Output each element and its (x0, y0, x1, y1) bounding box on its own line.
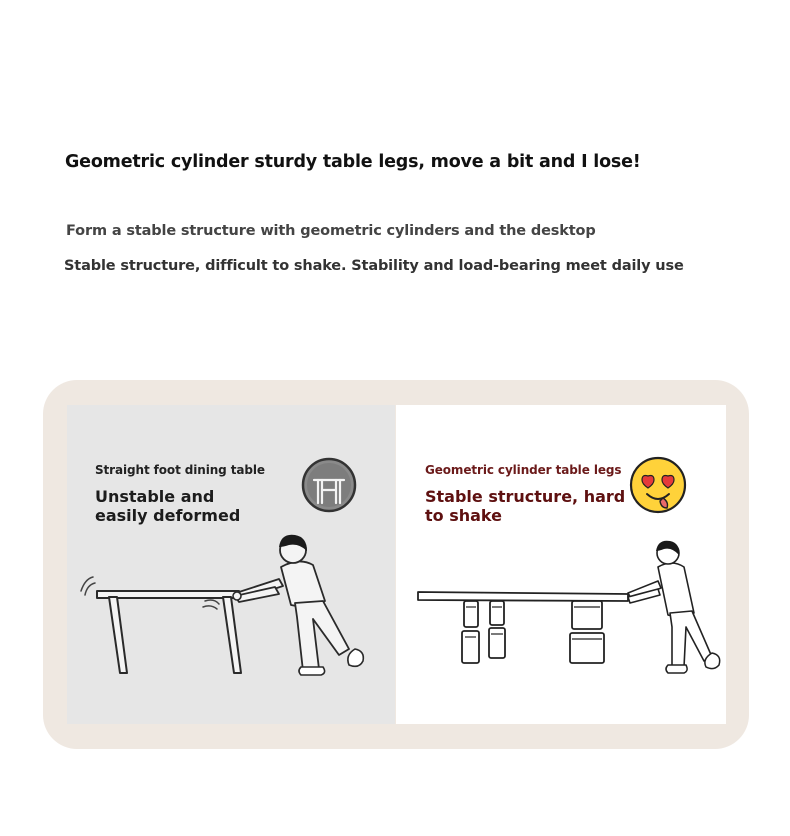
subtitle-stability: Stable structure, difficult to shake. Stability and load-bearing meet daily use (64, 258, 684, 274)
person-pushing-left (233, 535, 363, 675)
straight-foot-panel (67, 405, 395, 724)
geometric-cylinder-claim-line-2: to shake (425, 506, 502, 525)
straight-foot-tag: Straight foot dining table (95, 463, 265, 477)
cylinder-leg-2-lower (489, 628, 505, 658)
cylinder-leg-2-upper (490, 601, 504, 625)
straight-foot-claim-line-1: Unstable and (95, 487, 215, 506)
cylinder-leg-1-upper (464, 601, 478, 627)
person-pushing-right (628, 541, 720, 673)
cylinder-leg-3-upper (572, 601, 602, 629)
table-leg-left (109, 597, 127, 673)
stable-table-scene (396, 405, 726, 724)
cylinder-leg-1-lower (462, 631, 479, 663)
geometric-cylinder-panel (396, 405, 726, 724)
table-leg-right (223, 597, 241, 673)
subtitle-structure: Form a stable structure with geometric cylinders and the desktop (66, 223, 596, 239)
cylinder-table-top (418, 592, 628, 601)
table-top (97, 591, 239, 598)
wobbly-table-scene (67, 405, 395, 724)
geometric-cylinder-claim-line-1: Stable structure, hard (425, 487, 626, 506)
geometric-cylinder-tag: Geometric cylinder table legs (425, 463, 622, 477)
cylinder-leg-3-lower (570, 633, 604, 663)
page-headline: Geometric cylinder sturdy table legs, move a bit and I lose! (65, 152, 641, 172)
straight-foot-claim-line-2: easily deformed (95, 506, 241, 525)
